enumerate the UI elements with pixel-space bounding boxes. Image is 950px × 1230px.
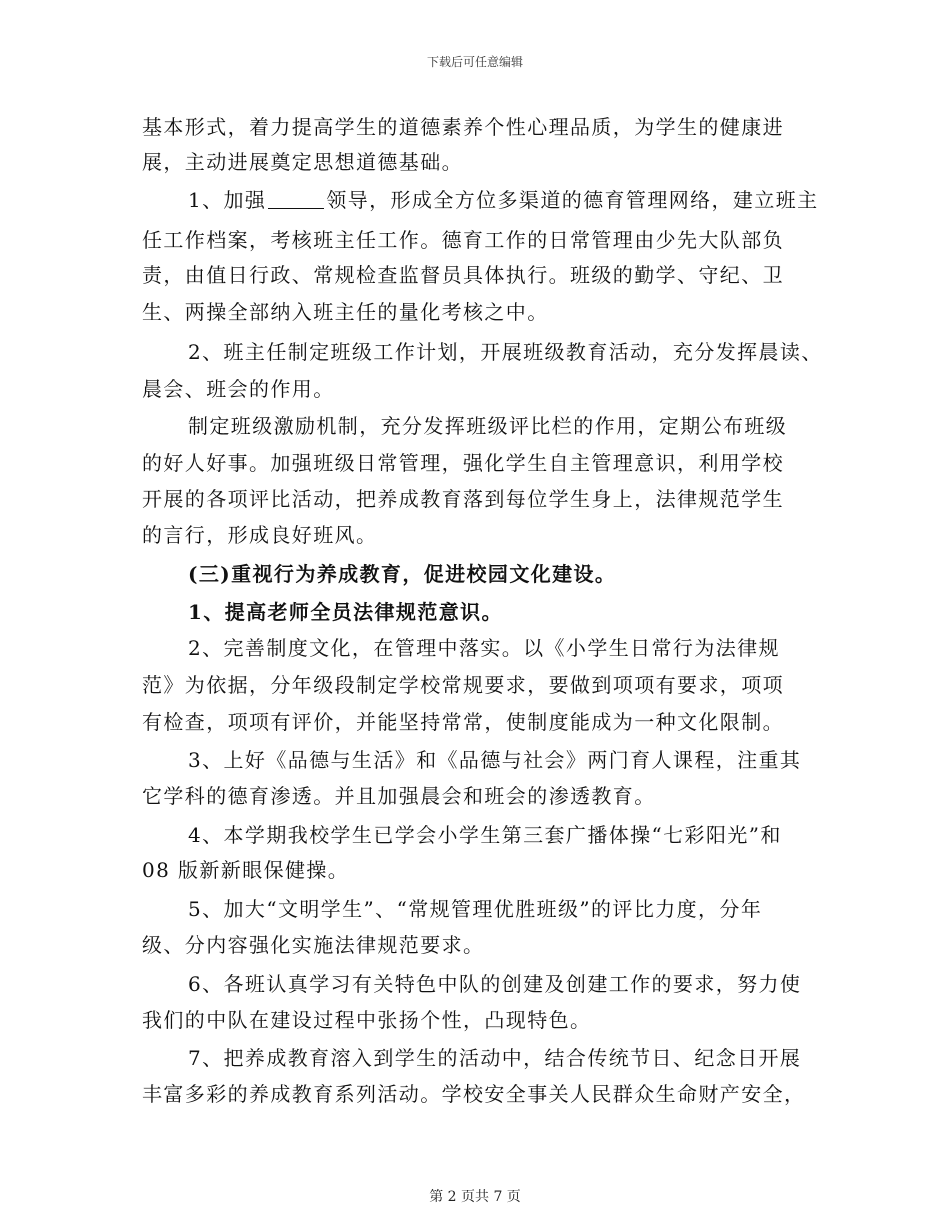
text-line: 制定班级激励机制，充分发挥班级评比栏的作用，定期公布班级	[188, 414, 788, 438]
text-line: 责，由值日行政、常规检查监督员具体执行。班级的勤学、守纪、卫	[142, 263, 784, 287]
text-line: 的好人好事。加强班级日常管理，强化学生自主管理意识，利用学校	[142, 451, 784, 475]
text-line: 任工作档案，考核班主任工作。德育工作的日常管理由少先大队部负	[142, 228, 784, 252]
text-line: 生、两操全部纳入班主任的量化考核之中。	[142, 300, 549, 324]
page-header: 下载后可任意编辑	[426, 55, 523, 69]
subsection-heading: 1、提高老师全员法律规范意识。	[188, 600, 503, 624]
fill-blank	[268, 190, 324, 209]
text-line: 开展的各项评比活动，把养成教育落到每位学生身上，法律规范学生	[142, 487, 784, 511]
text-line: 的言行，形成良好班风。	[142, 523, 378, 547]
text-line: 级、分内容强化实施法律规范要求。	[142, 933, 485, 957]
text-line: 我们的中队在建设过程中张扬个性，凸现特色。	[142, 1008, 592, 1032]
text-line: 4、本学期我校学生已学会小学生第三套广播体操“七彩阳光”和	[188, 823, 782, 847]
text-line: 7、把养成教育溶入到学生的活动中，结合传统节日、纪念日开展	[188, 1046, 802, 1070]
section-heading: (三)重视行为养成教育，促进校园文化建设。	[188, 562, 617, 586]
page-footer: 第 2 页共 7 页	[429, 1189, 521, 1205]
text-line: 5、加大“文明学生”、“常规管理优胜班级”的评比力度，分年	[188, 897, 763, 921]
text-line: 2、班主任制定班级工作计划，开展班级教育活动，充分发挥晨读、	[188, 340, 823, 364]
text-line: 晨会、班会的作用。	[142, 377, 335, 401]
text-line	[188, 188, 819, 212]
text-line: 基本形式，着力提高学生的道德素养个性心理品质，为学生的健康进	[142, 115, 784, 139]
text-line: 范》为依据，分年级段制定学校常规要求，要做到项项有要求，项项	[142, 673, 784, 697]
text-line: 6、各班认真学习有关特色中队的创建及创建工作的要求，努力使	[188, 972, 802, 996]
text-segment: 1、加强	[188, 188, 267, 212]
text-segment: 领导，形成全方位多渠道的德育管理网络，建立班主	[326, 188, 819, 212]
text-line: 08 版新新眼保健操。	[142, 858, 350, 882]
text-line: 丰富多彩的养成教育系列活动。学校安全事关人民群众生命财产安全，	[142, 1082, 806, 1106]
text-line: 有检查，项项有评价，并能坚持常常，使制度能成为一种文化限制。	[142, 710, 784, 734]
text-line: 3、上好《品德与生活》和《品德与社会》两门育人课程，注重其	[188, 748, 802, 772]
text-line: 2、完善制度文化，在管理中落实。以《小学生日常行为法律规	[188, 636, 780, 660]
text-line: 它学科的德育渗透。并且加强晨会和班会的渗透教育。	[142, 784, 656, 808]
text-line: 展，主动进展奠定思想道德基础。	[142, 150, 463, 174]
